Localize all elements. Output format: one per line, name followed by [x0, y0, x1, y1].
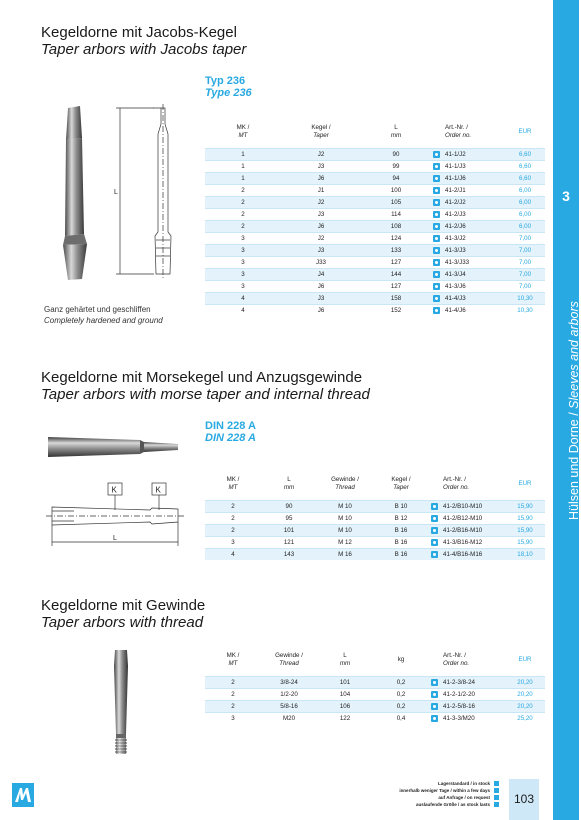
table-row	[205, 196, 545, 208]
table-header-row	[205, 476, 545, 494]
table-cell: 3/8-24	[261, 676, 317, 688]
in-stock-icon	[431, 679, 438, 686]
table-row	[205, 688, 545, 700]
table-cell: B 16	[373, 548, 429, 560]
in-stock-icon	[433, 223, 440, 230]
table-cell: J3	[281, 160, 361, 172]
section1-title-en: Taper arbors with Jacobs taper	[41, 41, 247, 58]
in-stock-icon	[433, 211, 440, 218]
in-stock-icon	[431, 515, 438, 522]
section1-note-de: Ganz gehärtet und geschliffen	[44, 305, 151, 314]
col-header-taper: Kegel / Taper	[311, 124, 331, 139]
section1-type-de: Typ 236	[205, 75, 246, 87]
price-cell: 20,20	[505, 700, 545, 712]
col-header-length: L mm	[339, 652, 351, 667]
col-header-mt: MK / MT	[236, 124, 250, 139]
table-cell: 0,2	[373, 676, 429, 688]
col-header-order-no: Art.-Nr. / Order no.	[445, 124, 472, 139]
table-cell: 108	[361, 220, 431, 232]
price-cell: 6,00	[505, 184, 545, 196]
price-cell: 15,90	[505, 500, 545, 512]
legend-item: Lagerstandard / in stock	[340, 780, 500, 787]
order-number-cell: 41-2/B12-M10	[429, 512, 505, 524]
section2-type-en: DIN 228 A	[205, 432, 256, 444]
table-cell: B 16	[373, 536, 429, 548]
order-number-cell: 41-3/J33	[431, 256, 505, 268]
table-cell: 3	[205, 280, 281, 292]
in-stock-icon	[431, 715, 438, 722]
table-cell: B 10	[373, 500, 429, 512]
price-cell: 6,60	[505, 160, 545, 172]
table-row	[205, 172, 545, 184]
table-cell: M 10	[317, 524, 373, 536]
table-cell: 121	[261, 536, 317, 548]
table-cell: 133	[361, 244, 431, 256]
col-header-length: L mm	[390, 124, 402, 139]
dimension-label-L: L	[113, 535, 117, 542]
table-cell: 5/8-16	[261, 700, 317, 712]
table-cell: 105	[361, 196, 431, 208]
table-row	[205, 524, 545, 536]
table-cell: 3	[205, 268, 281, 280]
price-cell: 7,00	[505, 280, 545, 292]
col-header-eur: EUR	[518, 655, 532, 663]
in-stock-icon	[433, 259, 440, 266]
table-cell: J2	[281, 148, 361, 160]
in-stock-icon	[433, 175, 440, 182]
price-cell: 6,60	[505, 172, 545, 184]
price-cell: 7,00	[505, 256, 545, 268]
price-cell: 6,00	[505, 208, 545, 220]
table-cell: 94	[361, 172, 431, 184]
price-cell: 7,00	[505, 244, 545, 256]
table-row	[205, 148, 545, 160]
in-stock-icon	[431, 539, 438, 546]
col-header-eur: EUR	[518, 479, 532, 487]
table-row	[205, 500, 545, 512]
section1-title-de: Kegeldorne mit Jacobs-Kegel	[41, 24, 237, 41]
table-cell: 1	[205, 160, 281, 172]
section2-type-de: DIN 228 A	[205, 420, 256, 432]
in-stock-icon	[433, 235, 440, 242]
table-cell: 2	[205, 512, 261, 524]
table-cell: 2	[205, 220, 281, 232]
technical-drawing-morse-arbor	[44, 480, 194, 550]
table-cell: 101	[261, 524, 317, 536]
chapter-title-de: Hülsen und Dorne /	[567, 408, 581, 520]
price-cell: 7,00	[505, 268, 545, 280]
table-row	[205, 512, 545, 524]
table-cell: 3	[205, 244, 281, 256]
col-header-mt: MK / MT	[226, 476, 240, 491]
section1-table-body	[205, 142, 545, 316]
in-stock-icon	[431, 527, 438, 534]
table-cell: 2	[205, 196, 281, 208]
table-cell: J3	[281, 292, 361, 304]
table-cell: 2	[205, 700, 261, 712]
table-header-row	[205, 652, 545, 670]
table-row	[205, 268, 545, 280]
table-cell: M 16	[317, 548, 373, 560]
table-cell: B 12	[373, 512, 429, 524]
table-cell: 1/2-20	[261, 688, 317, 700]
in-stock-icon	[433, 271, 440, 278]
price-cell: 15,90	[505, 536, 545, 548]
in-stock-icon	[433, 247, 440, 254]
table-cell: 100	[361, 184, 431, 196]
product-photo-jacobs-arbor	[55, 104, 95, 284]
in-stock-icon	[431, 551, 438, 558]
order-number-cell: 41-3/J2	[431, 232, 505, 244]
col-header-order-no: Art.-Nr. / Order no.	[443, 476, 470, 491]
section3-table-body	[205, 670, 545, 724]
table-row	[205, 304, 545, 316]
order-number-cell: 41-2/J3	[431, 208, 505, 220]
table-cell: 0,4	[373, 712, 429, 724]
order-number-cell: 41-2/B10-M10	[429, 500, 505, 512]
order-number-cell: 41-1/J3	[431, 160, 505, 172]
table-cell: J3	[281, 208, 361, 220]
table-cell: M 12	[317, 536, 373, 548]
product-photo-threaded-arbor	[104, 648, 140, 758]
order-number-cell: 41-2/J6	[431, 220, 505, 232]
table-cell: J3	[281, 244, 361, 256]
k-label-1: K	[111, 485, 117, 495]
col-header-thread: Gewinde / Thread	[331, 476, 359, 491]
table-cell: J6	[281, 304, 361, 316]
table-cell: 124	[361, 232, 431, 244]
table-cell: 104	[317, 688, 373, 700]
table-cell: M 10	[317, 512, 373, 524]
price-cell: 7,00	[505, 232, 545, 244]
col-header-kg: kg	[397, 655, 405, 663]
price-cell: 25,20	[505, 712, 545, 724]
table-cell: 0,2	[373, 688, 429, 700]
price-cell: 18,10	[505, 548, 545, 560]
table-cell: 2	[205, 688, 261, 700]
table-row	[205, 244, 545, 256]
table-cell: 4	[205, 548, 261, 560]
table-cell: J6	[281, 220, 361, 232]
section2-table-body	[205, 494, 545, 560]
price-cell: 10,30	[505, 304, 545, 316]
section2-title-de: Kegeldorne mit Morsekegel und Anzugsgewinde	[41, 369, 363, 386]
in-stock-icon	[433, 295, 440, 302]
order-number-cell: 41-3/J6	[431, 280, 505, 292]
order-number-cell: 41-3/J4	[431, 268, 505, 280]
col-header-taper: Kegel / Taper	[391, 476, 411, 491]
in-stock-icon	[431, 703, 438, 710]
table-cell: 90	[261, 500, 317, 512]
section2-title-en: Taper arbors with morse taper and internal thread	[41, 386, 370, 403]
table-cell: 2	[205, 208, 281, 220]
order-number-cell: 41-3-3/M20	[429, 712, 505, 724]
in-stock-icon	[433, 163, 440, 170]
table-cell: J2	[281, 196, 361, 208]
table-cell: 90	[361, 148, 431, 160]
table-row	[205, 256, 545, 268]
legend-item: auslaufende Größe / as stock lasts	[340, 801, 500, 808]
order-number-cell: 41-4/B16-M16	[429, 548, 505, 560]
order-number-cell: 41-4/J3	[431, 292, 505, 304]
table-cell: 152	[361, 304, 431, 316]
product-photo-morse-arbor	[44, 431, 184, 463]
table-row	[205, 280, 545, 292]
order-number-cell: 41-2/J1	[431, 184, 505, 196]
order-number-cell: 41-1/J6	[431, 172, 505, 184]
table-cell: 158	[361, 292, 431, 304]
table-row	[205, 220, 545, 232]
price-cell: 6,00	[505, 220, 545, 232]
order-number-cell: 41-2/B16-M10	[429, 524, 505, 536]
col-header-length: L mm	[283, 476, 295, 491]
table-cell: J6	[281, 280, 361, 292]
table-cell: 3	[205, 232, 281, 244]
table-row	[205, 676, 545, 688]
order-number-cell: 41-2-3/8-24	[429, 676, 505, 688]
table-cell: 122	[317, 712, 373, 724]
table-cell: 1	[205, 148, 281, 160]
table-cell: 114	[361, 208, 431, 220]
table-cell: 1	[205, 172, 281, 184]
table-header-row	[205, 124, 545, 142]
table-cell: J2	[281, 232, 361, 244]
order-number-cell: 41-2/J2	[431, 196, 505, 208]
price-cell: 6,60	[505, 148, 545, 160]
in-stock-icon	[433, 283, 440, 290]
table-cell: J6	[281, 172, 361, 184]
table-row	[205, 712, 545, 724]
in-stock-icon	[431, 503, 438, 510]
price-cell: 15,90	[505, 512, 545, 524]
in-stock-icon	[431, 691, 438, 698]
price-cell: 6,00	[505, 196, 545, 208]
table-cell: 3	[205, 712, 261, 724]
section1-product-table	[205, 124, 545, 316]
price-cell: 10,30	[505, 292, 545, 304]
price-cell: 20,20	[505, 688, 545, 700]
order-number-cell: 41-2-1/2-20	[429, 688, 505, 700]
col-header-order-no: Art.-Nr. / Order no.	[443, 652, 470, 667]
in-stock-icon	[433, 307, 440, 314]
order-number-cell: 41-4/J6	[431, 304, 505, 316]
chapter-title	[567, 301, 581, 520]
table-cell: 101	[317, 676, 373, 688]
col-header-thread: Gewinde / Thread	[275, 652, 303, 667]
table-cell: J4	[281, 268, 361, 280]
table-row	[205, 536, 545, 548]
table-cell: 4	[205, 292, 281, 304]
table-cell: 95	[261, 512, 317, 524]
col-header-eur: EUR	[518, 127, 532, 135]
in-stock-icon	[433, 199, 440, 206]
section3-title-de: Kegeldorne mit Gewinde	[41, 597, 206, 614]
chapter-number: 3	[562, 188, 570, 204]
order-number-cell: 41-2-5/8-16	[429, 700, 505, 712]
table-row	[205, 548, 545, 560]
table-cell: 2	[205, 500, 261, 512]
table-row	[205, 232, 545, 244]
table-cell: 106	[317, 700, 373, 712]
table-cell: 144	[361, 268, 431, 280]
section2-product-table	[205, 476, 545, 560]
section1-note-en: Completely hardened and ground	[44, 316, 163, 325]
table-row	[205, 184, 545, 196]
col-header-mt: MK / MT	[226, 652, 240, 667]
table-cell: 3	[205, 256, 281, 268]
legend-item: innerhalb weniger Tage / within a few days	[340, 787, 500, 794]
in-stock-icon	[433, 187, 440, 194]
price-cell: 15,90	[505, 524, 545, 536]
table-cell: 3	[205, 536, 261, 548]
table-cell: M20	[261, 712, 317, 724]
table-cell: 99	[361, 160, 431, 172]
company-logo	[12, 783, 34, 807]
order-number-cell: 41-3/J3	[431, 244, 505, 256]
k-label-2: K	[155, 485, 161, 495]
table-cell: M 10	[317, 500, 373, 512]
table-cell: 2	[205, 184, 281, 196]
table-row	[205, 160, 545, 172]
table-row	[205, 700, 545, 712]
table-cell: 2	[205, 676, 261, 688]
dimension-label-L: L	[114, 189, 118, 196]
order-number-cell: 41-1/J2	[431, 148, 505, 160]
legend-item: auf Anfrage / on request	[340, 794, 500, 801]
table-row	[205, 292, 545, 304]
page-number: 103	[509, 779, 539, 820]
section3-product-table	[205, 652, 545, 724]
table-cell: B 16	[373, 524, 429, 536]
table-cell: J33	[281, 256, 361, 268]
table-cell: 143	[261, 548, 317, 560]
chapter-title-en: Sleeves and arbors	[567, 301, 581, 409]
table-cell: 2	[205, 524, 261, 536]
table-row	[205, 208, 545, 220]
section1-type-en: Type 236	[205, 87, 252, 99]
availability-legend	[340, 780, 500, 808]
table-cell: 0,2	[373, 700, 429, 712]
price-cell: 20,20	[505, 676, 545, 688]
table-cell: 127	[361, 256, 431, 268]
in-stock-icon	[433, 151, 440, 158]
table-cell: 4	[205, 304, 281, 316]
table-cell: J1	[281, 184, 361, 196]
technical-drawing-jacobs-arbor	[108, 104, 188, 284]
section3-title-en: Taper arbors with thread	[41, 614, 204, 631]
order-number-cell: 41-3/B16-M12	[429, 536, 505, 548]
table-cell: 127	[361, 280, 431, 292]
